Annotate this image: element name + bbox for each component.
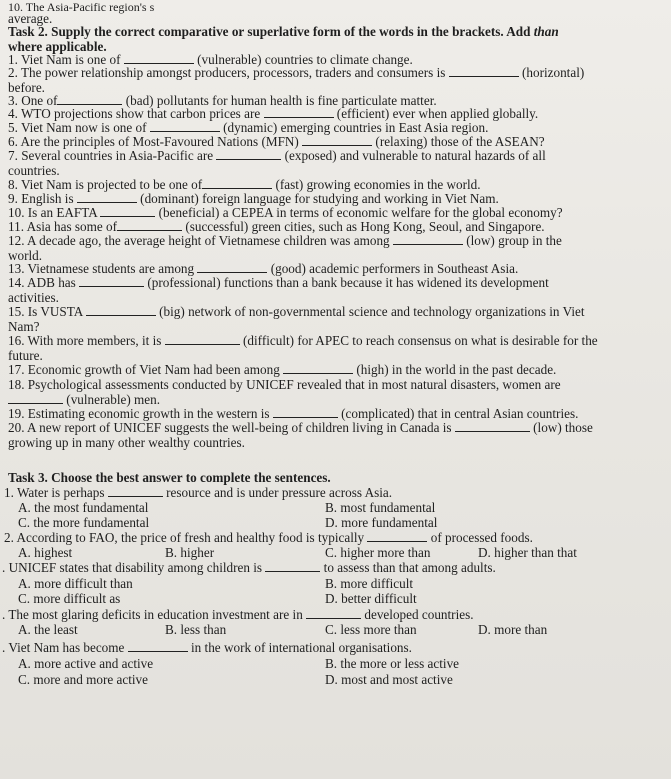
task3-title: Task 3. Choose the best answer to complete the sentences. — [8, 470, 331, 485]
t2-question-20: 20. A new report of UNICEF suggests the well-being of children living in Canada is (low) those — [8, 420, 593, 435]
t2-question-15-cont: Nam? — [8, 319, 40, 334]
t3-q5-option-c[interactable]: C. more and more active — [18, 672, 148, 687]
answer-blank[interactable] — [302, 135, 372, 146]
t2-question-5: 5. Viet Nam now is one of (dynamic) emerging countries in East Asia region. — [8, 120, 489, 135]
t3-q2-option-d[interactable]: D. higher than that — [478, 545, 577, 560]
t2-question-12: 12. A decade ago, the average height of Vietnamese children was among (low) group in the — [8, 233, 562, 248]
t2-question-17: 17. Economic growth of Viet Nam had been among (high) in the world in the past decade. — [8, 362, 557, 377]
t3-q1-option-d[interactable]: D. more fundamental — [325, 515, 438, 530]
t3-q2-option-a[interactable]: A. highest — [18, 545, 73, 560]
t3-q4-option-d[interactable]: D. more than — [478, 622, 548, 637]
answer-blank[interactable] — [117, 220, 182, 231]
t2-question-3: 3. One of (bad) pollutants for human health is fine particulate matter. — [8, 93, 437, 108]
answer-blank[interactable] — [86, 305, 156, 316]
answer-blank[interactable] — [165, 334, 240, 345]
t3-q4-option-b[interactable]: B. less than — [165, 622, 227, 637]
t2-question-2: 2. The power relationship amongst producers, processors, traders and consumers is (horizontal) — [8, 65, 585, 80]
answer-blank[interactable] — [449, 66, 519, 77]
t3-q3-option-c[interactable]: C. more difficult as — [18, 591, 121, 606]
t2-question-16-cont: future. — [8, 348, 43, 363]
t3-q5-option-b[interactable]: B. the more or less active — [325, 656, 460, 671]
answer-blank[interactable] — [273, 407, 338, 418]
answer-blank[interactable] — [124, 53, 194, 64]
answer-blank[interactable] — [306, 608, 361, 619]
answer-blank[interactable] — [264, 107, 334, 118]
t2-question-4: 4. WTO projections show that carbon prices are (efficient) ever when applied globally. — [8, 106, 539, 121]
t3-question-2: 2. According to FAO, the price of fresh and healthy food is typically of processed foods. — [4, 530, 533, 545]
answer-blank[interactable] — [393, 234, 463, 245]
answer-blank[interactable] — [150, 121, 220, 132]
answer-blank[interactable] — [77, 192, 137, 203]
t2-question-2-cont: before. — [8, 80, 45, 95]
t2-question-8: 8. Viet Nam is projected to be one of (fast) growing economies in the world. — [8, 177, 481, 192]
t3-q5-option-d[interactable]: D. most and most active — [325, 672, 453, 687]
answer-blank[interactable] — [455, 421, 530, 432]
answer-blank[interactable] — [79, 276, 144, 287]
t2-question-16: 16. With more members, it is (difficult) for APEC to reach consensus on what is desirable for the — [8, 333, 598, 348]
answer-blank[interactable] — [128, 641, 188, 652]
t3-q1-option-a[interactable]: A. the most fundamental — [18, 500, 149, 515]
t2-question-11: 11. Asia has some of (successful) green cities, such as Hong Kong, Seoul, and Singapore. — [8, 219, 545, 234]
t2-question-18-cont: (vulnerable) men. — [8, 392, 160, 407]
t2-question-10: 10. Is an EAFTA (beneficial) a CEPEA in terms of economic welfare for the global economy? — [8, 205, 563, 220]
t2-question-13: 13. Vietnamese students are among (good) academic performers in Southeast Asia. — [8, 261, 519, 276]
t3-q2-option-c[interactable]: C. higher more than — [325, 545, 431, 560]
t2-question-1: 1. Viet Nam is one of (vulnerable) countries to climate change. — [8, 52, 413, 67]
answer-blank[interactable] — [8, 393, 63, 404]
t2-question-7: 7. Several countries in Asia-Pacific are (exposed) and vulnerable to natural hazards of all — [8, 148, 546, 163]
t2-question-14-cont: activities. — [8, 290, 59, 305]
t2-question-19: 19. Estimating economic growth in the western is (complicated) that in central Asian countries. — [8, 406, 579, 421]
answer-blank[interactable] — [265, 561, 320, 572]
answer-blank[interactable] — [197, 262, 267, 273]
answer-blank[interactable] — [367, 531, 427, 542]
t3-question-5: . Viet Nam has become in the work of international organisations. — [2, 640, 412, 655]
t3-q1-option-b[interactable]: B. most fundamental — [325, 500, 436, 515]
t3-q4-option-c[interactable]: C. less more than — [325, 622, 417, 637]
header-line-1: 10. The Asia-Pacific region's s — [8, 0, 155, 14]
t3-q3-option-a[interactable]: A. more difficult than — [18, 576, 133, 591]
t2-question-20-cont: growing up in many other wealthy countries. — [8, 435, 245, 450]
t3-q1-option-c[interactable]: C. the more fundamental — [18, 515, 150, 530]
task2-title-cont: where applicable. — [8, 39, 107, 54]
answer-blank[interactable] — [216, 149, 281, 160]
t3-question-3: . UNICEF states that disability among children is to assess than that among adults. — [2, 560, 496, 575]
answer-blank[interactable] — [100, 206, 155, 217]
answer-blank[interactable] — [283, 363, 353, 374]
t3-q4-option-a[interactable]: A. the least — [18, 622, 78, 637]
t2-question-9: 9. English is (dominant) foreign language for studying and working in Viet Nam. — [8, 191, 499, 206]
t3-question-4: . The most glaring deficits in education investment are in developed countries. — [2, 607, 474, 622]
t2-question-18: 18. Psychological assessments conducted by UNICEF revealed that in most natural disasters, women are — [8, 377, 561, 392]
answer-blank[interactable] — [108, 486, 163, 497]
t3-question-1: 1. Water is perhaps resource and is under pressure across Asia. — [4, 485, 393, 500]
t2-question-14: 14. ADB has (professional) functions than a bank because it has widened its development — [8, 275, 549, 290]
answer-blank[interactable] — [202, 178, 272, 189]
task2-title: Task 2. Supply the correct comparative or superlative form of the words in the brackets. Add than — [8, 24, 559, 39]
t2-question-12-cont: world. — [8, 248, 43, 263]
answer-blank[interactable] — [57, 94, 122, 105]
t2-question-15: 15. Is VUSTA (big) network of non-governmental science and technology organizations in Viet — [8, 304, 585, 319]
t3-q5-option-a[interactable]: A. more active and active — [18, 656, 154, 671]
t3-q2-option-b[interactable]: B. higher — [165, 545, 215, 560]
t3-q3-option-d[interactable]: D. better difficult — [325, 591, 417, 606]
t2-question-6: 6. Are the principles of Most-Favoured Nations (MFN) (relaxing) those of the ASEAN? — [8, 134, 545, 149]
t2-question-7-cont: countries. — [8, 163, 60, 178]
header-line-2: average. — [8, 11, 53, 26]
t3-q3-option-b[interactable]: B. more difficult — [325, 576, 414, 591]
